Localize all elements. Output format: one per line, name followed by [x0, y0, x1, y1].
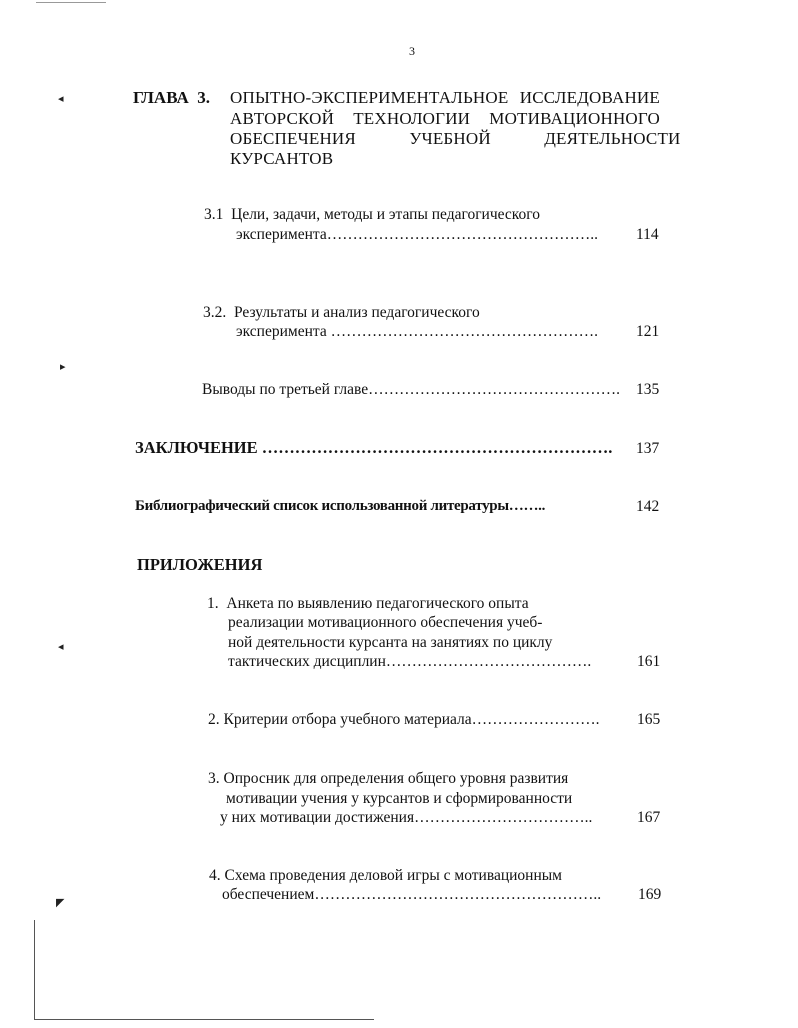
- appendix-4-line1: 4. Схема проведения деловой игры с мотивационным: [209, 867, 562, 884]
- toc-entry-3-1-line2: эксперимента……………………………………………..: [236, 226, 598, 243]
- scan-border-left: [34, 920, 35, 1020]
- toc-entry-zakluchenie: ЗАКЛЮЧЕНИЕ ……………………………………………………….: [135, 438, 613, 457]
- toc-entry-bibliography: Библиографический список использованной литературы……..: [135, 498, 546, 514]
- appendix-3-line2: мотивации учения у курсантов и сформированности: [226, 790, 573, 807]
- toc-page-conclusions: 135: [636, 381, 660, 398]
- scan-mark: ◤: [56, 897, 65, 909]
- toc-entry-3-2-line2: эксперимента …………………………………………….: [236, 323, 598, 340]
- scan-border-bottom: [34, 1019, 374, 1020]
- appendix-3-line3: у них мотивации достижения……………………………..: [220, 809, 593, 826]
- appendix-4-line2: обеспечением………………………………………………..: [222, 886, 602, 903]
- scan-border-top: [36, 2, 106, 3]
- chapter-title-line-1: ОПЫТНО-ЭКСПЕРИМЕНТАЛЬНОЕ ИССЛЕДОВАНИЕ: [230, 88, 660, 107]
- appendices-heading: ПРИЛОЖЕНИЯ: [137, 555, 263, 574]
- chapter-title-line-2: АВТОРСКОЙ ТЕХНОЛОГИИ МОТИВАЦИОННОГО: [230, 109, 660, 128]
- appendix-2-page: 165: [637, 711, 661, 728]
- appendix-3-line1: 3. Опросник для определения общего уровня развития: [208, 770, 569, 787]
- toc-page-zakluchenie: 137: [636, 440, 660, 457]
- appendix-1-line4: тактических дисциплин………………………………….: [228, 653, 592, 670]
- appendix-1-line3: ной деятельности курсанта на занятиях по циклу: [228, 634, 553, 651]
- toc-page-3-1: 114: [636, 226, 659, 243]
- appendix-1-line2: реализации мотивационного обеспечения учеб-: [228, 614, 543, 631]
- chapter-label: ГЛАВА 3.: [133, 88, 210, 107]
- scan-mark: ◂: [58, 641, 64, 653]
- appendix-4-page: 169: [638, 886, 662, 903]
- page-number: 3: [409, 44, 415, 58]
- toc-page-bibliography: 142: [636, 498, 660, 515]
- scan-mark: ◂: [58, 93, 64, 105]
- appendix-2-line1: 2. Критерии отбора учебного материала…………………….: [208, 711, 600, 728]
- toc-entry-conclusions: Выводы по третьей главе………………………………………….: [202, 381, 621, 398]
- toc-entry-3-1-line1: 3.1 Цели, задачи, методы и этапы педагогического: [204, 206, 541, 223]
- chapter-title-line-4: КУРСАНТОВ: [230, 149, 334, 168]
- scan-mark: ▸: [60, 361, 66, 373]
- appendix-1-line1: 1. Анкета по выявлению педагогического опыта: [207, 595, 529, 612]
- appendix-3-page: 167: [637, 809, 661, 826]
- toc-page-3-2: 121: [636, 323, 660, 340]
- chapter-title-line-3: ОБЕСПЕЧЕНИЯ УЧЕБНОЙ ДЕЯТЕЛЬНОСТИ: [230, 129, 681, 148]
- toc-entry-3-2-line1: 3.2. Результаты и анализ педагогического: [203, 304, 480, 321]
- appendix-1-page: 161: [637, 653, 661, 670]
